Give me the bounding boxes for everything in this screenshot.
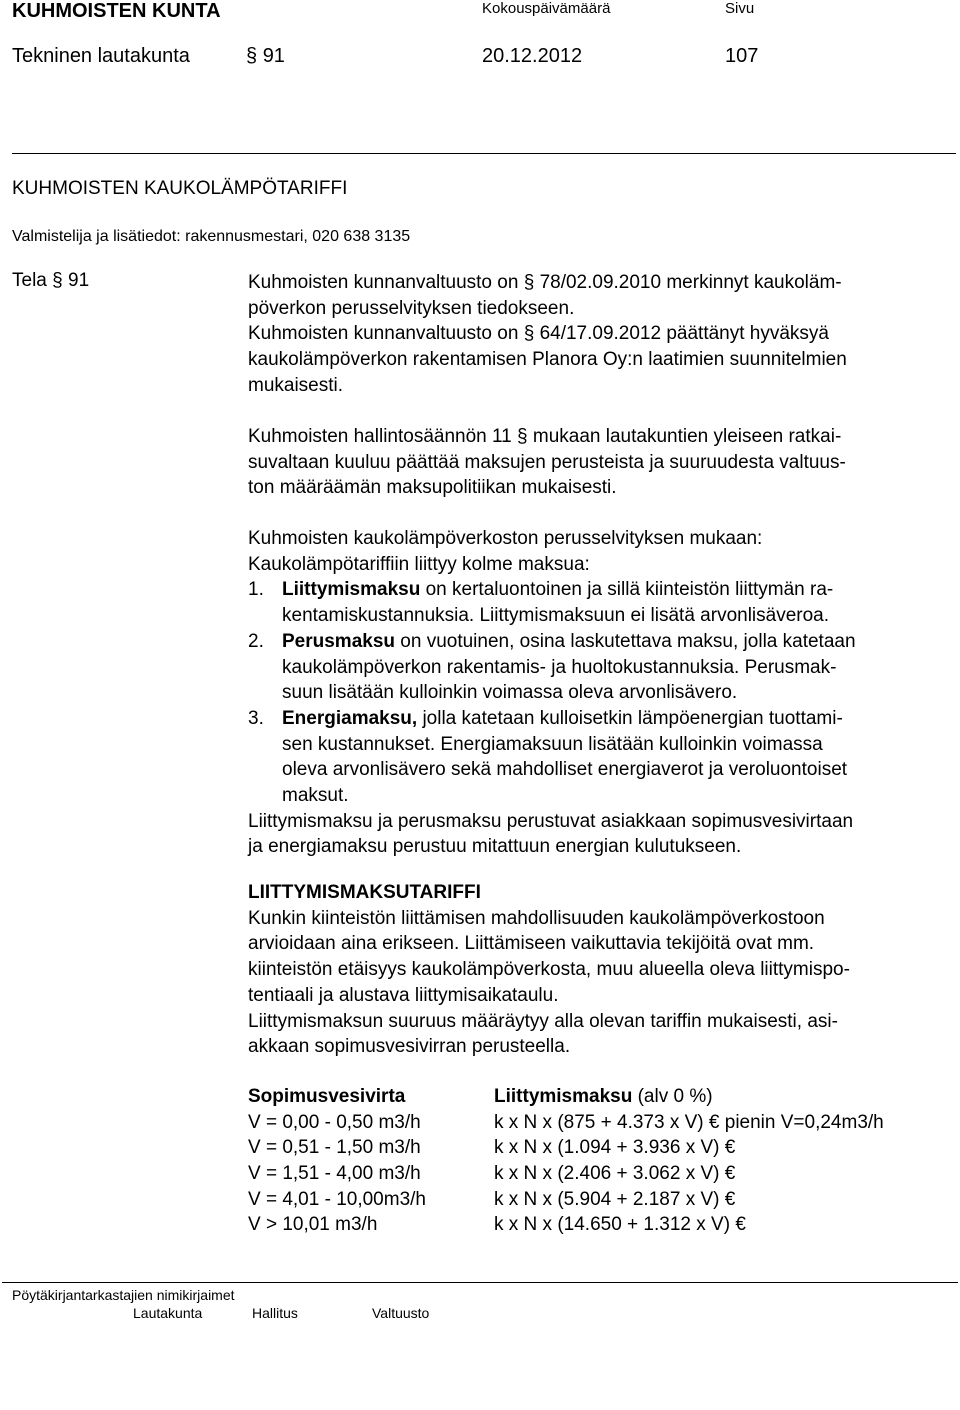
text-line: Kuhmoisten hallintosäännön 11 [248,426,512,447]
text-line: kiinteistön etäisyys kaukolämpöverkosta, muu alueella oleva liittymispo- [248,959,850,981]
text-line: kaukolämpöverkon rakentamis- ja huoltokustannuksia. Perusmak- [282,656,837,678]
organization-name: KUHMOISTEN KUNTA [12,0,221,22]
section-sign-icon: § [246,45,258,67]
formula-note: pienin V=0,24m3/h [719,1111,884,1133]
meeting-date: 20.12.2012 [482,45,583,67]
list-item-base-fee [248,629,958,706]
column-header-flow: Sopimusvesivirta [248,1086,406,1107]
text-line: Liittymismaksu ja perusmaksu perustuvat asiakkaan sopimusvesivirtaan [248,810,854,832]
list-item-energy-fee [248,706,958,809]
text-line: kaukolämpöverkon rakentamisen Planora Oy:n laatimien suunnitelmien [248,349,847,371]
paragraph-administrative-rules [248,424,958,501]
formula-text: k x N x (14.650 + 1.312 x V) [494,1214,731,1236]
footer-title: Pöytäkirjantarkastajien nimikirjaimet [12,1287,235,1303]
text-line: on kertaluontoinen ja sillä kiinteistön liittymän ra- [420,579,834,601]
text-line: jolla katetaan kulloisetkin lämpöenergian tuottami- [417,707,843,729]
text-line: sen kustannukset. Energiamaksuun lisätään kulloinkin voimassa [282,733,823,755]
fee-formula [494,1135,735,1161]
text-line: 64/17.09.2012 päättänyt hyväksyä [539,323,829,345]
euro-sign-icon: € [735,1214,746,1236]
section-number-value: 91 [262,45,285,67]
page-label: Sivu [725,0,755,17]
euro-sign-icon: € [724,1137,736,1159]
text-line: suvaltaan kuuluu päättää maksujen perusteista ja suuruudesta valtuus- [248,451,846,473]
text-line: Kuhmoisten kunnanvaltuusto on [248,323,519,345]
tela-number: 91 [68,270,90,291]
header-divider [12,153,956,154]
paragraph-tariff-fees [248,526,958,860]
section-sign-icon: § [523,272,535,293]
flow-range: V > 10,01 m3/h [248,1214,378,1236]
list-item-connection-fee [248,577,958,628]
section-sign-icon: § [517,426,528,447]
tela-label: Tela [12,270,47,291]
text-line: Kuhmoisten kaukolämpöverkoston perusselvityksen mukaan: [248,528,763,549]
column-header-vat: (alv 0 %) [632,1086,713,1107]
text-line: Kuhmoisten kunnanvaltuusto on [248,272,519,293]
euro-sign-icon: € [724,1188,736,1210]
footer-divider [2,1282,958,1283]
text-line: mukaisesti. [248,374,344,396]
list-number: 1. [248,579,264,601]
section-heading: LIITTYMISMAKSUTARIFFI [248,882,481,903]
fee-formula [494,1110,884,1136]
text-line: kentamiskustannuksia. Liittymismaksuun ei lisätä arvonlisäveroa. [282,605,830,627]
formula-text: k x N x (875 + 4.373 x V) [494,1111,704,1133]
fee-formula [494,1161,735,1187]
euro-sign-icon: € [724,1163,736,1185]
footer-valtuusto: Valtuusto [372,1305,430,1321]
paragraph-connection-tariff [248,880,958,1060]
euro-sign-icon: € [708,1111,720,1133]
board-name: Tekninen lautakunta [12,45,190,67]
text-line: pöverkon perusselvityksen tiedokseen. [248,297,575,319]
footer-hallitus: Hallitus [252,1305,298,1321]
fee-formula [494,1212,746,1238]
formula-text: k x N x (5.904 + 2.187 x V) [494,1188,720,1210]
text-line: tentiaali ja alustava liittymisaikataulu. [248,984,559,1006]
text-line: on vuotuinen, osina laskutettava maksu, jolla katetaan [395,630,856,652]
flow-range: V = 4,01 - 10,00m3/h [248,1188,426,1210]
text-line: ja energiamaksu perustuu mitattuun energian kulutukseen. [248,836,742,858]
fee-name: Energiamaksu, [282,707,418,729]
section-number [246,45,285,68]
tela-reference [12,270,89,292]
fee-name: Perusmaksu [282,630,396,652]
flow-range: V = 0,00 - 0,50 m3/h [248,1111,421,1133]
column-header-fee: Liittymismaksu [494,1086,633,1107]
preparer-info: Valmistelija ja lisätiedot: rakennusmestari, 020 638 3135 [12,228,411,245]
flow-range: V = 0,51 - 1,50 m3/h [248,1137,421,1159]
list-number: 3. [248,707,264,729]
text-line: mukaan lautakuntien yleiseen ratkai- [532,426,842,447]
text-line: oleva arvonlisävero sekä mahdolliset energiaverot ja veroluontoiset [282,759,848,781]
text-line: akkaan sopimusvesivirran perusteella. [248,1036,571,1058]
document-title: KUHMOISTEN KAUKOLÄMPÖTARIFFI [12,178,348,199]
footer-lautakunta: Lautakunta [133,1305,203,1321]
section-sign-icon: § [52,270,63,291]
fee-name: Liittymismaksu [282,579,421,601]
fee-formula [494,1187,735,1213]
text-line: suun lisätään kulloinkin voimassa oleva arvonlisävero. [282,682,738,704]
text-line: Kunkin kiinteistön liittämisen mahdollisuuden kaukolämpöverkostoon [248,907,825,929]
meeting-date-label: Kokouspäivämäärä [482,0,611,17]
text-line: 78/02.09.2010 merkinnyt kaukoläm- [539,272,842,293]
formula-text: k x N x (2.406 + 3.062 x V) [494,1163,720,1185]
text-line: Kaukolämpötariffiin liittyy kolme maksua: [248,553,590,575]
paragraph-council-decisions [248,270,958,399]
text-line: arvioidaan aina erikseen. Liittämiseen vaikuttavia tekijöitä ovat mm. [248,933,815,955]
flow-range: V = 1,51 - 4,00 m3/h [248,1163,421,1185]
text-line: Liittymismaksun suuruus määräytyy alla olevan tariffin mukaisesti, asi- [248,1010,838,1032]
text-line: maksut. [282,785,349,807]
page-number: 107 [725,45,759,67]
list-number: 2. [248,630,264,652]
formula-text: k x N x (1.094 + 3.936 x V) [494,1137,720,1159]
text-line: ton määräämän maksupolitiikan mukaisesti. [248,477,617,499]
section-sign-icon: § [523,323,535,345]
